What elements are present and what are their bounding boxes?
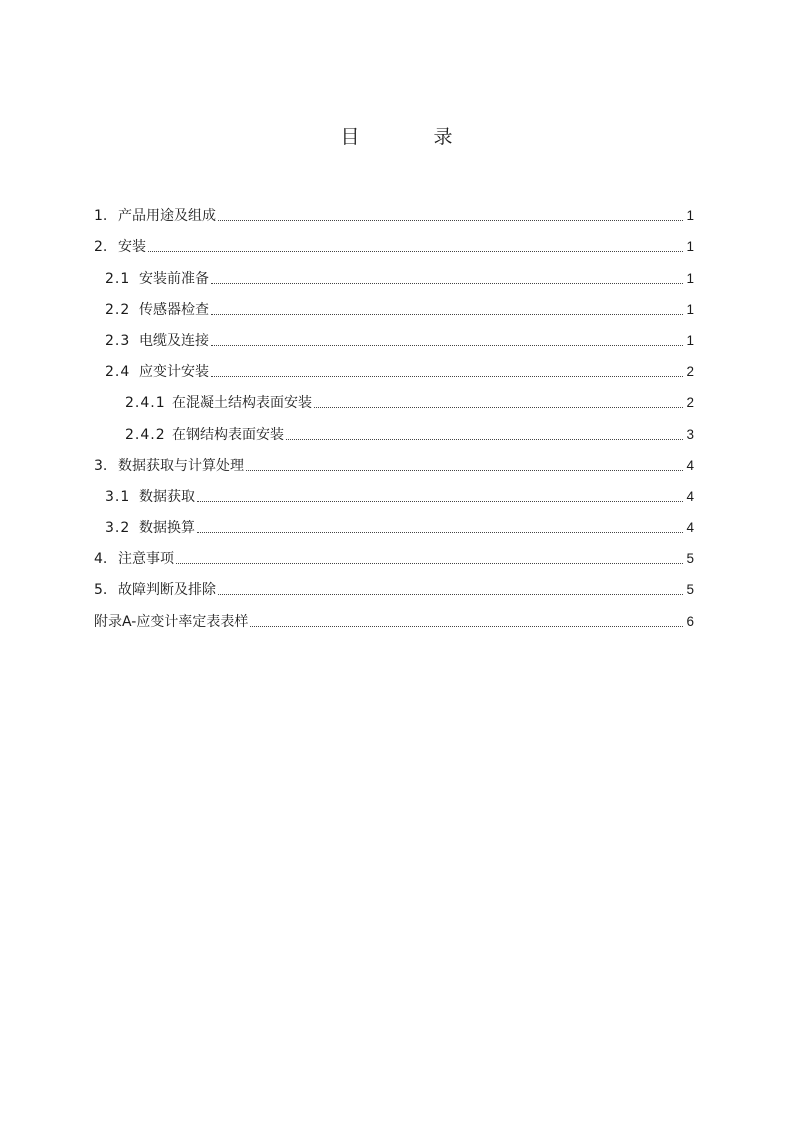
toc-entry-page: 4 bbox=[686, 457, 694, 473]
toc-entry-number: 3.2 bbox=[105, 520, 131, 537]
toc-entry-title: 安装前准备 bbox=[139, 270, 209, 287]
toc-entry[interactable] bbox=[94, 319, 694, 350]
toc-entry[interactable] bbox=[94, 225, 694, 256]
toc-entry-title: 数据换算 bbox=[139, 520, 195, 537]
toc-entry-number: 2.1 bbox=[105, 270, 131, 287]
toc-entry-title: 数据获取 bbox=[139, 488, 195, 505]
toc-entry-title: 传感器检查 bbox=[139, 301, 209, 318]
toc-entry[interactable] bbox=[94, 256, 694, 287]
toc-entry-title: 产品用途及组成 bbox=[118, 208, 216, 225]
toc-entry-number: 2.4.2 bbox=[125, 426, 166, 443]
toc-leader-dots bbox=[286, 438, 683, 440]
toc-entry-page: 5 bbox=[686, 551, 694, 567]
toc-entry-title: 故障判断及排除 bbox=[118, 582, 216, 599]
toc-entry[interactable] bbox=[94, 381, 694, 412]
toc-leader-dots bbox=[211, 313, 683, 315]
toc-entry-page: 2 bbox=[686, 364, 694, 380]
toc-entry[interactable] bbox=[94, 568, 694, 599]
toc-entry-number: 2.2 bbox=[105, 301, 131, 318]
toc-entry[interactable] bbox=[94, 350, 694, 381]
toc-leader-dots bbox=[197, 500, 683, 502]
toc-entry-page: 4 bbox=[686, 488, 694, 504]
toc-entry-title: 电缆及连接 bbox=[139, 332, 209, 349]
toc-leader-dots bbox=[250, 625, 683, 627]
toc-entry-number: 2.3 bbox=[105, 332, 131, 349]
toc-leader-dots bbox=[211, 375, 683, 377]
toc-entry-title: 注意事项 bbox=[118, 551, 174, 568]
toc-entry-number: 2. bbox=[94, 239, 108, 256]
toc-entry-page: 1 bbox=[686, 239, 694, 255]
toc-entry-page: 6 bbox=[686, 613, 694, 629]
toc-entry-page: 3 bbox=[686, 426, 694, 442]
toc-entry-page: 5 bbox=[686, 582, 694, 598]
toc-entry-number: 3. bbox=[94, 457, 108, 474]
toc-leader-dots bbox=[176, 562, 683, 564]
toc-entry-title: 在钢结构表面安装 bbox=[172, 426, 284, 443]
toc-entry-page: 2 bbox=[686, 395, 694, 411]
toc-entry-title: 数据获取与计算处理 bbox=[118, 457, 244, 474]
toc-entry[interactable] bbox=[94, 444, 694, 475]
toc-leader-dots bbox=[148, 250, 683, 252]
toc-title: 目 录 bbox=[340, 126, 487, 148]
toc-entry-number: 2.4 bbox=[105, 364, 131, 381]
toc-entry-number: 4. bbox=[94, 551, 108, 568]
toc-entry-number: 3.1 bbox=[105, 488, 131, 505]
toc-entry-page: 1 bbox=[686, 270, 694, 286]
toc-entry[interactable] bbox=[94, 506, 694, 537]
toc-entry-title: 在混凝土结构表面安装 bbox=[172, 395, 312, 412]
toc-leader-dots bbox=[218, 593, 683, 595]
toc-entry-page: 4 bbox=[686, 520, 694, 536]
toc-leader-dots bbox=[218, 219, 683, 221]
toc-entry-title: 应变计安装 bbox=[139, 364, 209, 381]
toc-leader-dots bbox=[211, 282, 683, 284]
toc-leader-dots bbox=[314, 406, 683, 408]
toc-entry-page: 1 bbox=[686, 301, 694, 317]
toc-entry-page: 1 bbox=[686, 208, 694, 224]
toc-entry-appendix[interactable] bbox=[94, 599, 694, 630]
toc-entry[interactable] bbox=[94, 412, 694, 443]
toc-list bbox=[94, 194, 694, 631]
toc-entry[interactable] bbox=[94, 288, 694, 319]
toc-entry[interactable] bbox=[94, 475, 694, 506]
toc-entry[interactable] bbox=[94, 194, 694, 225]
toc-entry[interactable] bbox=[94, 537, 694, 568]
toc-leader-dots bbox=[211, 344, 683, 346]
toc-entry-number: 5. bbox=[94, 582, 108, 599]
toc-entry-number: 1. bbox=[94, 208, 108, 225]
toc-entry-title: 安装 bbox=[118, 239, 146, 256]
toc-entry-title: 附录A-应变计率定表表样 bbox=[94, 613, 249, 630]
toc-entry-page: 1 bbox=[686, 332, 694, 348]
toc-leader-dots bbox=[197, 531, 683, 533]
toc-leader-dots bbox=[246, 469, 683, 471]
toc-entry-number: 2.4.1 bbox=[125, 395, 166, 412]
